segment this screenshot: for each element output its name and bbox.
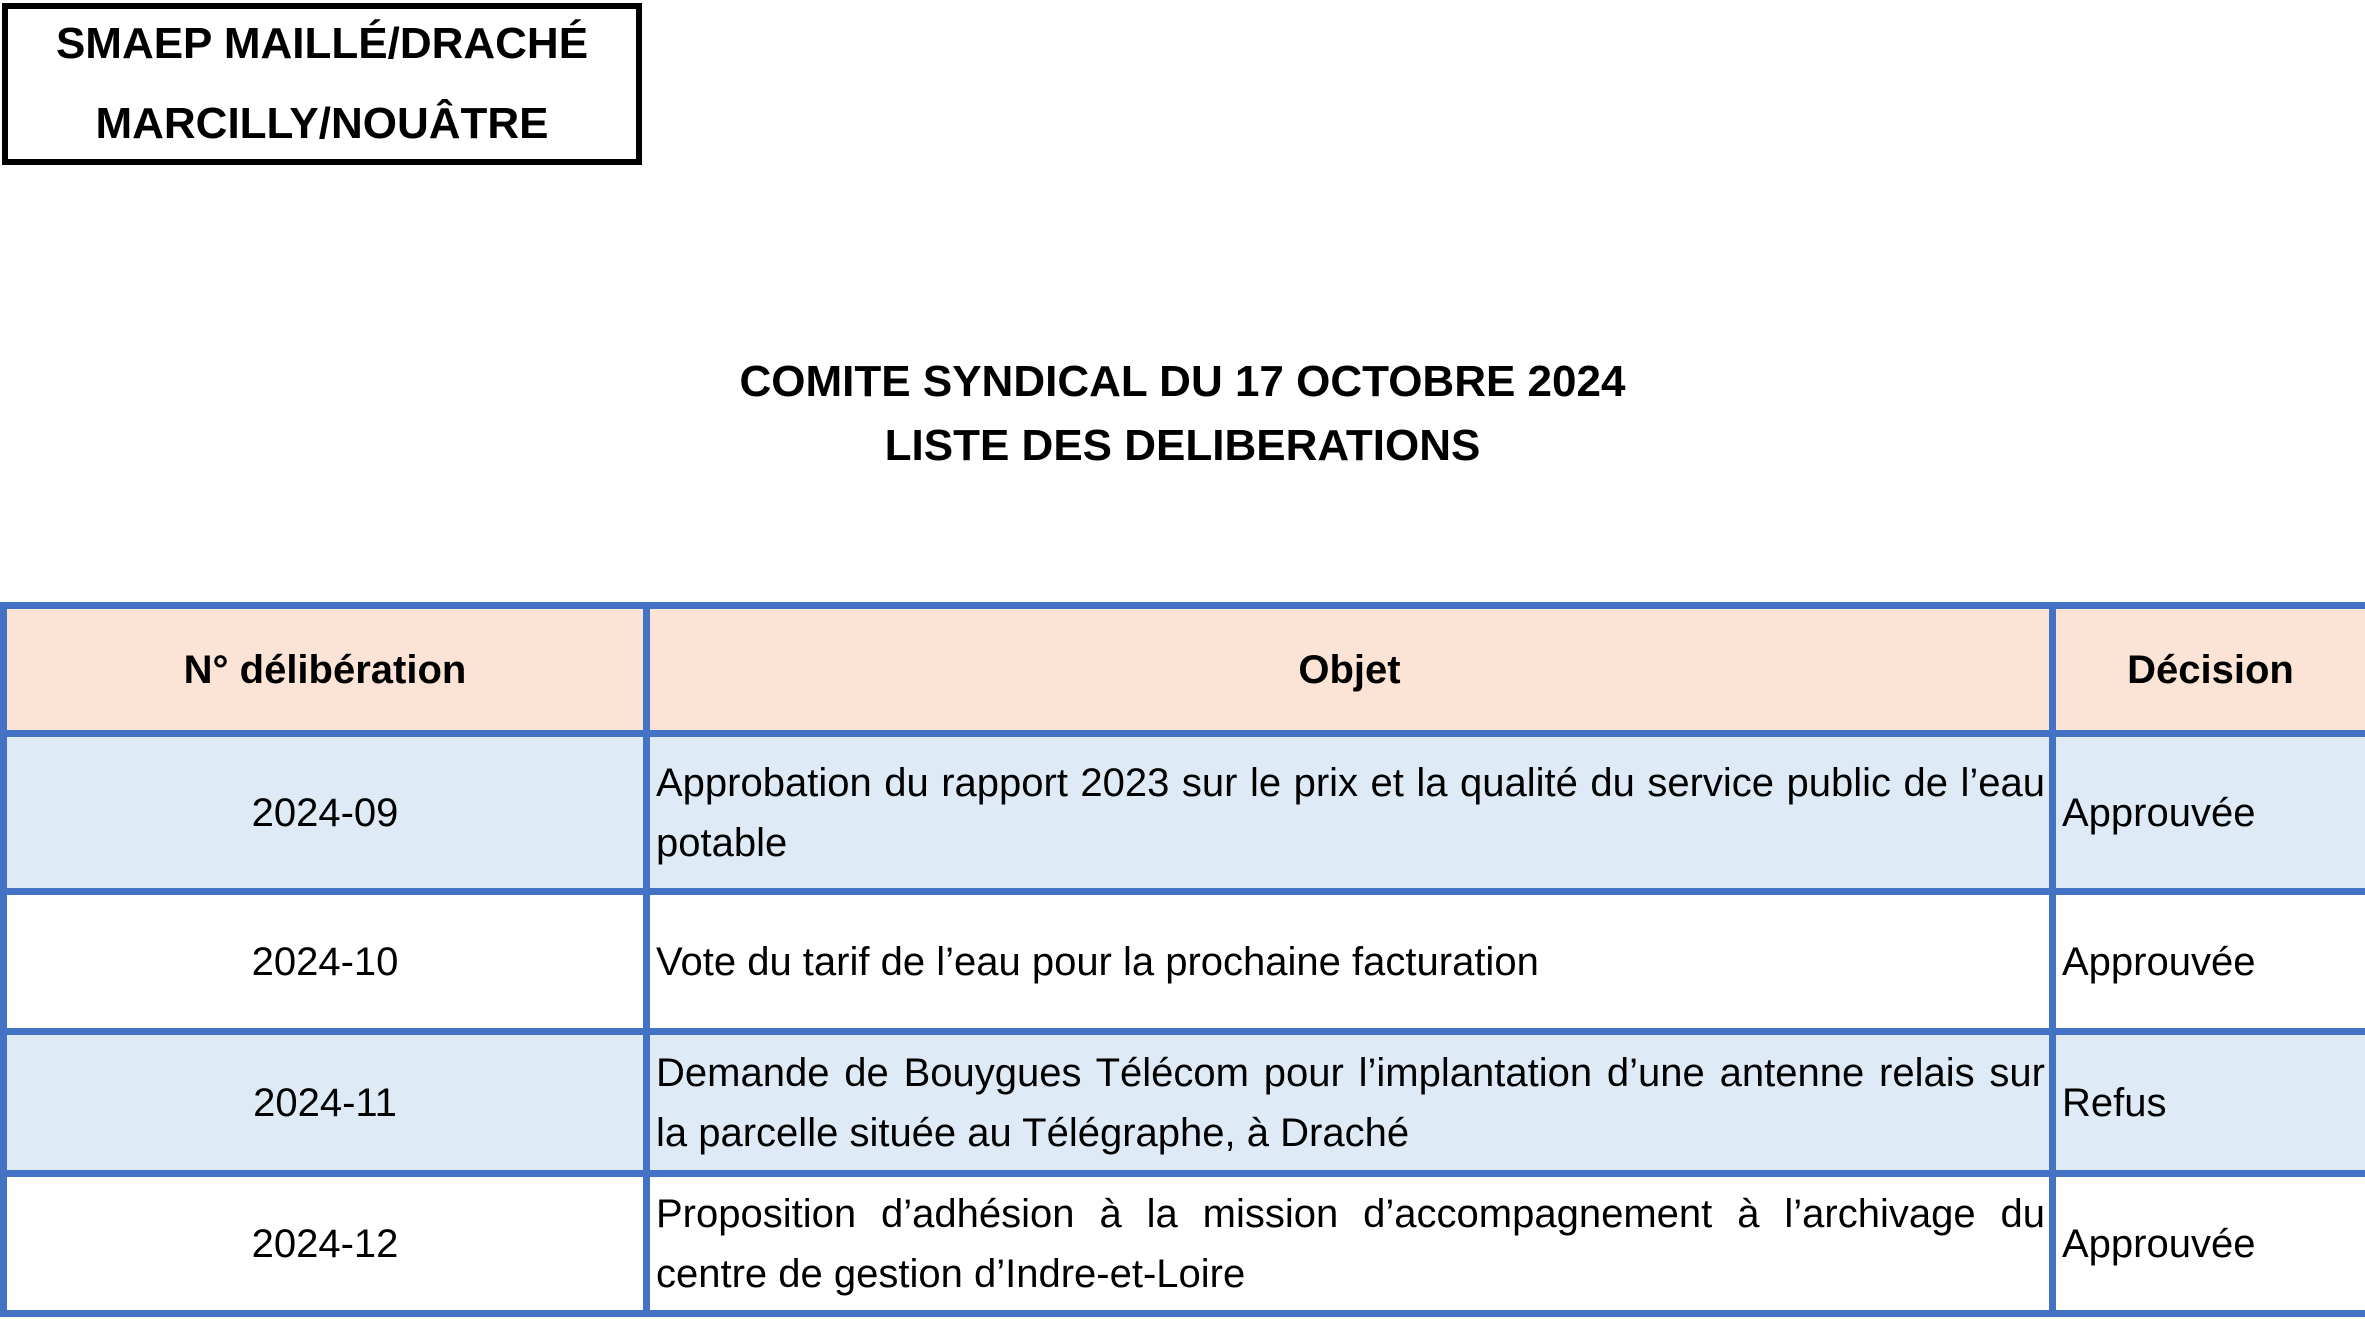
deliberation-number: 2024-11 [4,1032,647,1174]
deliberation-object: Demande de Bouygues Télécom pour l’implantation d’une antenne relais sur la parcelle située au Télégraphe, à Draché [647,1032,2053,1174]
column-header-number: N° délibération [4,606,647,734]
deliberation-object: Approbation du rapport 2023 sur le prix et la qualité du service public de l’eau potable [647,734,2053,892]
organization-name-line2: MARCILLY/NOUÂTRE [95,99,549,148]
table-row [4,892,2365,1032]
table-row [4,1032,2365,1174]
deliberation-object: Vote du tarif de l’eau pour la prochaine facturation [647,892,2053,1032]
deliberation-number: 2024-10 [4,892,647,1032]
table-header-row [4,606,2365,734]
table-row [4,734,2365,892]
table-row [4,1174,2365,1314]
deliberation-decision: Approuvée [2053,892,2365,1032]
organization-box [2,3,642,165]
document-title-line1: COMITE SYNDICAL DU 17 OCTOBRE 2024 [739,357,1626,406]
deliberations-table [0,602,2365,1317]
deliberation-decision: Refus [2053,1032,2365,1174]
deliberation-number: 2024-12 [4,1174,647,1314]
deliberation-decision: Approuvée [2053,734,2365,892]
deliberation-number: 2024-09 [4,734,647,892]
column-header-decision: Décision [2053,606,2365,734]
organization-name-line1: SMAEP MAILLÉ/DRACHÉ [55,19,589,68]
document-title-line2: LISTE DES DELIBERATIONS [884,421,1481,470]
column-header-object: Objet [647,606,2053,734]
document-title [0,350,2365,478]
deliberation-object: Proposition d’adhésion à la mission d’accompagnement à l’archivage du centre de gestion d’Indre-et-Loire [647,1174,2053,1314]
deliberation-decision: Approuvée [2053,1174,2365,1314]
